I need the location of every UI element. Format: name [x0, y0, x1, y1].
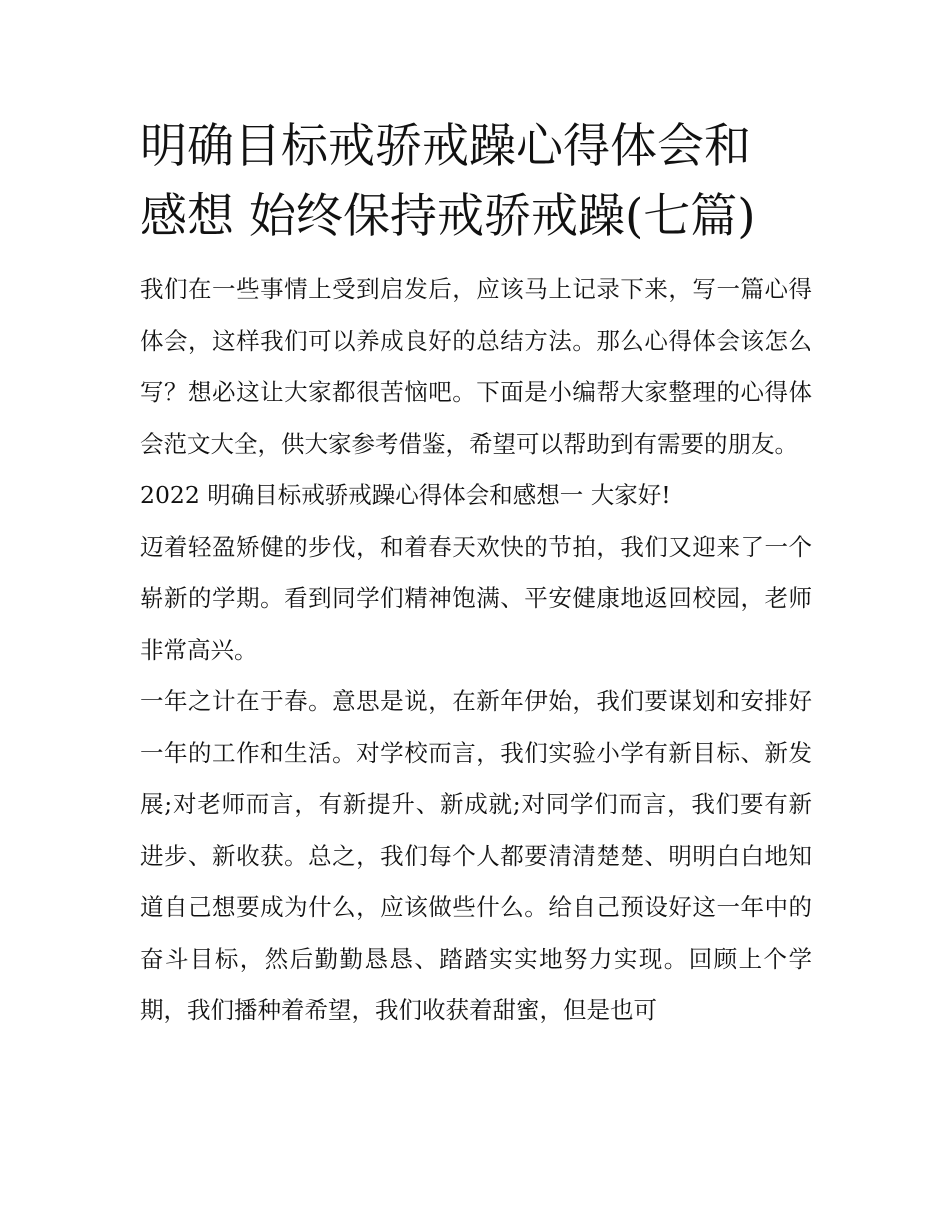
section-heading: 2022 明确目标戒骄戒躁心得体会和感想一 大家好! [140, 481, 671, 509]
document-title [140, 112, 812, 252]
title-line-2: 感想 始终保持戒骄戒躁(七篇) [140, 189, 756, 244]
body-paragraph-2: 一年之计在于春。意思是说，在新年伊始，我们要谋划和安排好一年的工作和生活。对学校而言，我们实验小学有新目标、新发展;对老师而言，有新提升、新成就;对同学们而言，我们要有新进步、新收获。总之，我们每个人都要清清楚楚、明明白白地知道自己想要成为什么，应该做些什么。给自己预设好这一年中的奋斗目标，然后勤勤恳恳、踏踏实实地努力实现。回顾上个学期，我们播种着希望，我们收获着甜蜜，但是也可 [140, 687, 812, 1024]
title-line-1: 明确目标戒骄戒躁心得体会和 [140, 119, 751, 174]
body-paragraph-1: 迈着轻盈矫健的步伐，和着春天欢快的节拍，我们又迎来了一个崭新的学期。看到同学们精神饱满、平安健康地返回校园，老师非常高兴。 [140, 532, 812, 664]
document-page [140, 112, 812, 1037]
intro-paragraph: 我们在一些事情上受到启发后，应该马上记录下来，写一篇心得体会，这样我们可以养成良好的总结方法。那么心得体会该怎么写？想必这让大家都很苦恼吧。下面是小编帮大家整理的心得体会范文大全，供大家参考借鉴，希望可以帮助到有需要的朋友。 [140, 275, 812, 458]
